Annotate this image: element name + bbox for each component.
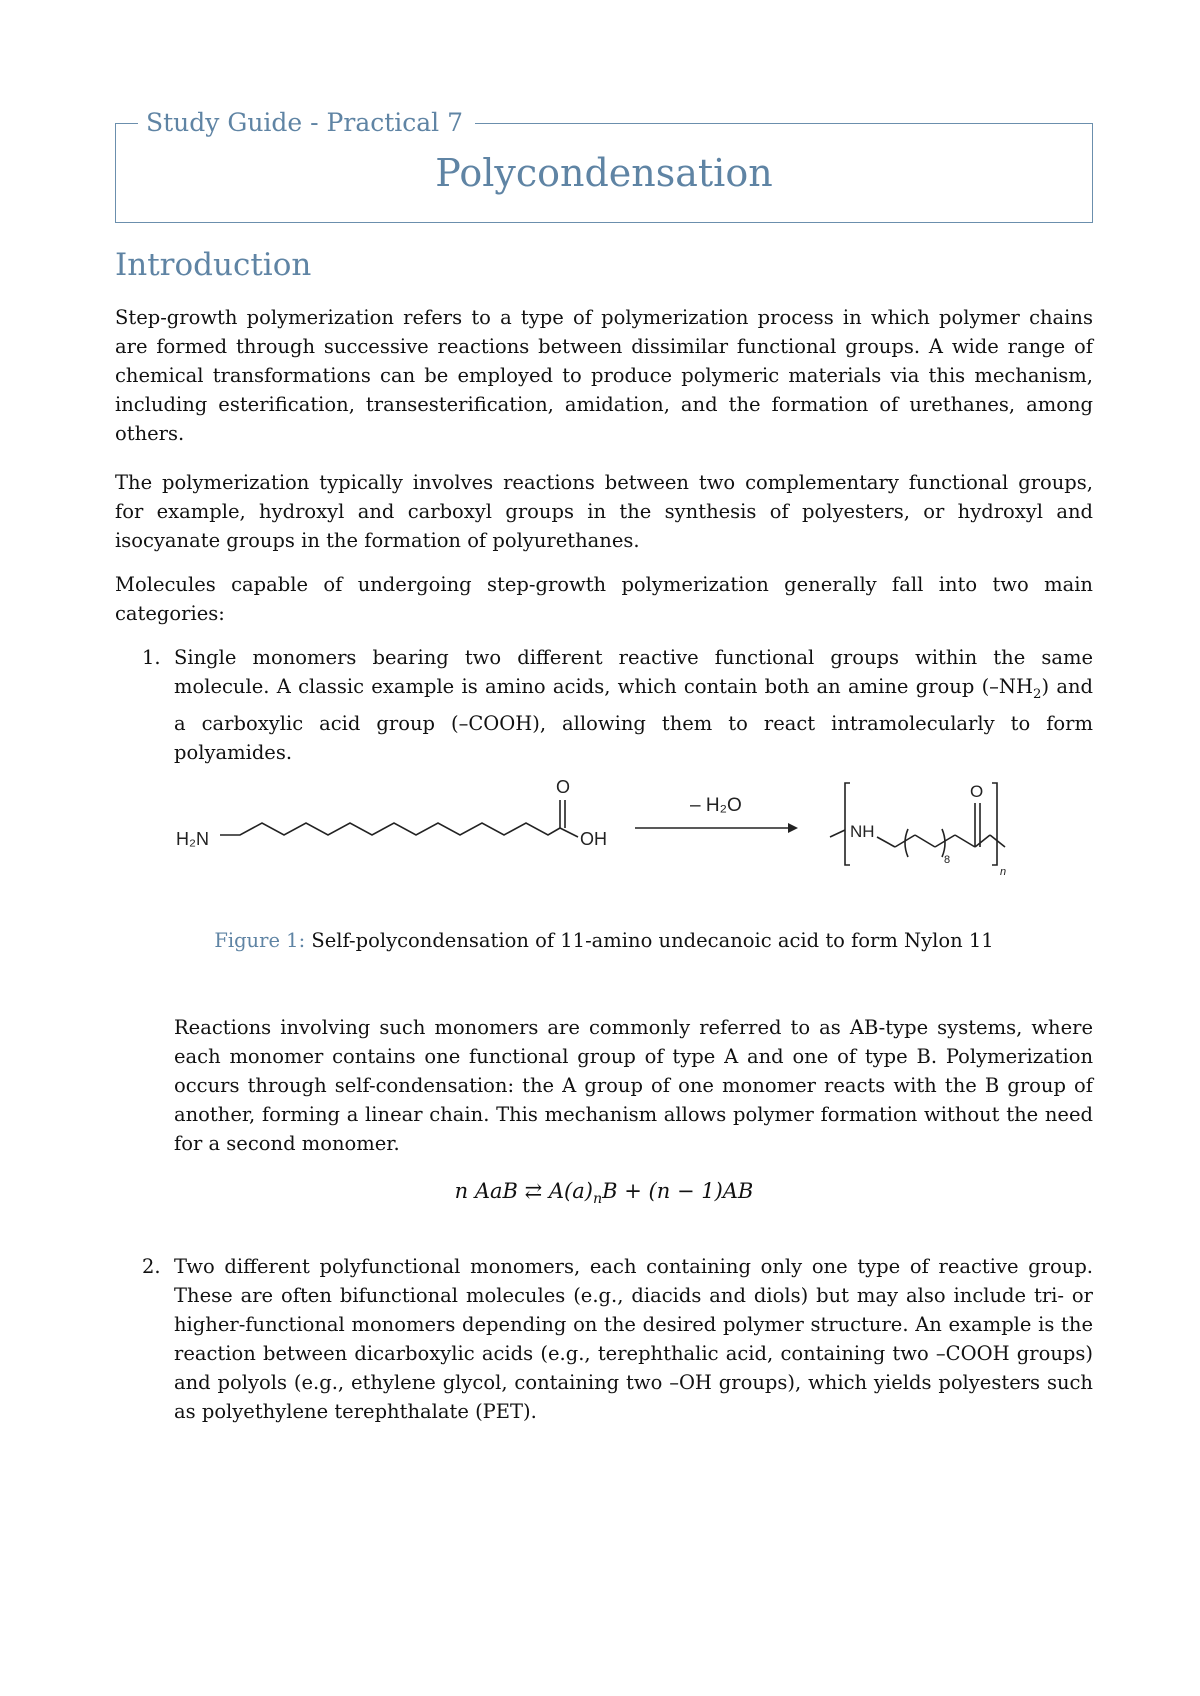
equation-sub: n	[592, 1191, 603, 1208]
list-item-1-sub: 2	[1033, 686, 1042, 702]
list-item-2: Two different polyfunctional monomers, each containing only one type of reactive group. These are often bifunctional molecules (e.g., diacids and diols) but may also include tri- or higher-functional monomers depending on the desired polymer structure. An example is the reaction between dicarboxylic acids (e.g., terephthalic acid, containing two –COOH groups) and polyols (e.g., ethylene glycol, containing two –OH groups), which yields polyesters such as polyethylene terephthalate (PET).	[174, 1255, 1093, 1423]
reaction-arrow	[635, 823, 798, 833]
caption-text: Self-polycondensation of 11-amino undecanoic acid to form Nylon 11	[311, 929, 994, 952]
figure-caption	[115, 926, 1093, 955]
product-o-label: O	[970, 782, 984, 801]
list-item-1	[174, 643, 1093, 767]
repeat-count-label: 8	[944, 854, 951, 866]
caption-label: Figure 1:	[214, 929, 306, 952]
reaction-figure	[160, 775, 1040, 895]
list-item-2-number: 2.	[142, 1255, 161, 1278]
page-title: Polycondensation	[435, 151, 773, 195]
carbonyl-o-label: O	[556, 777, 571, 797]
amine-label: H₂N	[176, 829, 209, 849]
paragraph-1: Step-growth polymerization refers to a type of polymerization process in which polymer chains are formed through successive reactions between dissimilar functional groups. A wide range of chemical transformations can be employed to produce polymeric materials via this mechanism, including esterification, transesterification, amidation, and the formation of urethanes, among others.	[115, 306, 1093, 445]
repeat-n-label: n	[1000, 866, 1007, 878]
equation-rhs: B + (n − 1)AB	[602, 1179, 754, 1203]
equation	[115, 1176, 1093, 1214]
arrow-label: – H₂O	[690, 795, 742, 816]
hydroxyl-label: OH	[580, 829, 607, 849]
paragraph-3: Molecules capable of undergoing step-growth polymerization generally fall into two main categories:	[115, 573, 1093, 625]
ab-type-paragraph: Reactions involving such monomers are commonly referred to as AB-type systems, where each monomer contains one functional group of type A and one of type B. Polymerization occurs through self-condensation: the A group of one monomer reacts with the B group of another, forming a linear chain. This mechanism allows polymer formation without the need for a second monomer.	[174, 1016, 1093, 1155]
monomer-chain	[220, 800, 578, 837]
list-item-1-text-a: Single monomers bearing two different reactive functional groups within the same molecule. A classic example is amino acids, which contain both an amine group (–NH	[174, 646, 1093, 698]
section-heading: Introduction	[115, 247, 312, 283]
equation-lhs: n AaB ⇄ A(a)	[454, 1179, 593, 1203]
product-nh-label: NH	[850, 822, 875, 841]
list-item-1-text-b: ) and a carboxylic acid group (–COOH), allowing them to react intramolecularly to form polyamides.	[174, 675, 1093, 764]
paragraph-2: The polymerization typically involves reactions between two complementary functional groups, for example, hydroxyl and carboxyl groups in the synthesis of polyesters, or hydroxyl and isocyanate groups in the formation of polyurethanes.	[115, 471, 1093, 552]
title-tab-label: Study Guide - Practical 7	[138, 106, 475, 140]
list-item-1-number: 1.	[142, 646, 161, 669]
